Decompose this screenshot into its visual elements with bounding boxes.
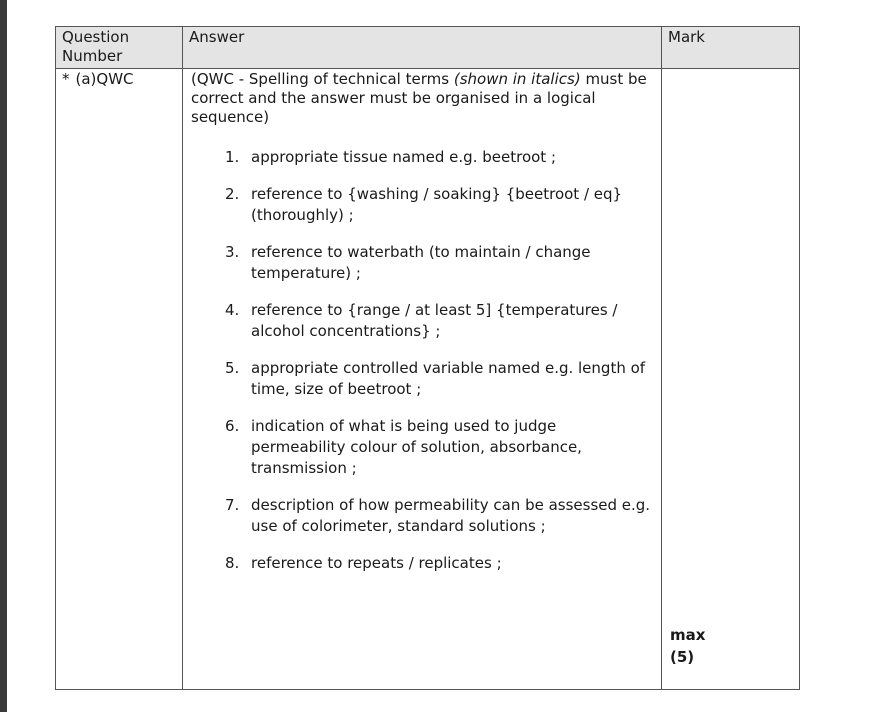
- mark-max-number: (5): [670, 648, 695, 666]
- point-text: reference to waterbath (to maintain / change temperature) ;: [251, 243, 591, 282]
- question-number-cell: [56, 69, 183, 690]
- mark-scheme-table: [55, 26, 800, 690]
- marking-point: [189, 553, 655, 574]
- header-mark: Mark: [662, 27, 800, 69]
- point-text: reference to {range / at least 5] {temperatures / alcohol concentrations} ;: [251, 301, 618, 340]
- answer-cell: [183, 69, 662, 690]
- header-question-number: Question Number: [56, 27, 183, 69]
- point-number: 8.: [225, 554, 240, 572]
- qwc-instructions: [191, 70, 655, 127]
- marking-points-list: [189, 147, 655, 574]
- marking-point: [189, 495, 655, 537]
- qwc-star: *: [62, 70, 70, 88]
- marking-point: [189, 416, 655, 479]
- point-number: 5.: [225, 359, 240, 377]
- marking-point: [189, 184, 655, 226]
- mark-cell: [662, 69, 800, 690]
- qwc-intro-text-end: must be correct and the answer must be organised in a logical sequence): [191, 70, 647, 126]
- point-number: 6.: [225, 417, 240, 435]
- question-number: (a)QWC: [75, 70, 134, 88]
- point-number: 2.: [225, 185, 240, 203]
- header-row: [56, 27, 800, 69]
- mark-value: [670, 624, 705, 668]
- point-text: indication of what is being used to judge permeability colour of solution, absorbance, transmission ;: [251, 417, 582, 477]
- qwc-intro-text: (QWC - Spelling of technical terms: [191, 70, 454, 88]
- point-text: appropriate controlled variable named e.g. length of time, size of beetroot ;: [251, 359, 646, 398]
- point-text: appropriate tissue named e.g. beetroot ;: [251, 148, 556, 166]
- marking-point: [189, 358, 655, 400]
- mark-max-label: max: [670, 626, 706, 644]
- header-answer: Answer: [183, 27, 662, 69]
- question-row: [56, 69, 800, 690]
- point-number: 7.: [225, 496, 240, 514]
- point-text: reference to {washing / soaking} {beetroot / eq} (thoroughly) ;: [251, 185, 623, 224]
- point-text: reference to repeats / replicates ;: [251, 554, 502, 572]
- point-number: 1.: [225, 148, 240, 166]
- point-text: description of how permeability can be assessed e.g. use of colorimeter, standard solutions ;: [251, 496, 651, 535]
- viewer-left-edge: [0, 0, 7, 712]
- marking-point: [189, 300, 655, 342]
- point-number: 3.: [225, 243, 240, 261]
- marking-point: [189, 242, 655, 284]
- qwc-intro-italic: (shown in italics): [453, 70, 581, 88]
- point-number: 4.: [225, 301, 240, 319]
- marking-point: [189, 147, 655, 168]
